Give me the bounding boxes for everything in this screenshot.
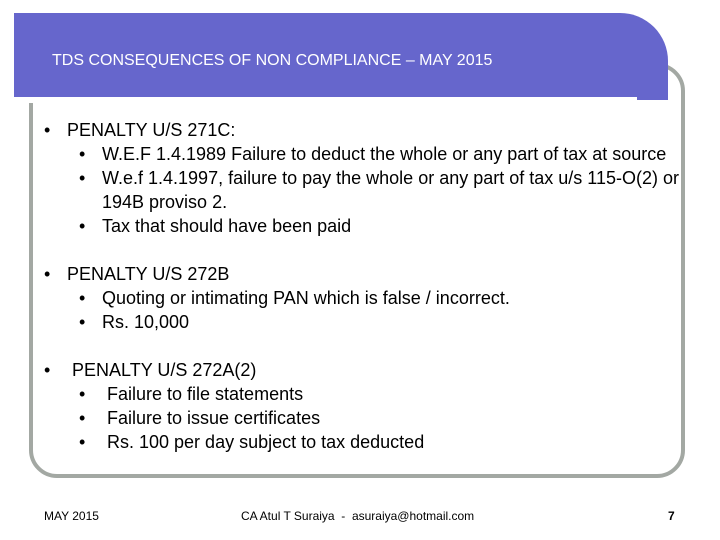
section-heading xyxy=(42,262,682,286)
heading-text: PENALTY U/S 271C: xyxy=(67,120,236,140)
bullet-icon: • xyxy=(79,408,86,428)
list-item xyxy=(42,142,682,166)
bullet-icon: • xyxy=(44,264,51,284)
list-item xyxy=(42,310,682,334)
heading-text: PENALTY U/S 272A(2) xyxy=(67,360,257,380)
list-item xyxy=(42,166,682,214)
list-item-text: Rs. 100 per day subject to tax deducted xyxy=(102,432,425,452)
section-heading xyxy=(42,118,682,142)
list-item-text: Failure to issue certificates xyxy=(102,408,321,428)
bullet-icon: • xyxy=(79,216,86,236)
slide-title: TDS CONSEQUENCES OF NON COMPLIANCE – MAY 2015 xyxy=(52,52,493,69)
section-spacer xyxy=(42,238,682,262)
list-item-text: W.e.f 1.4.1997, failure to pay the whole or any part of tax u/s 115-O(2) or 194B proviso 2. xyxy=(102,168,679,212)
footer-author: CA Atul T Suraiya - asuraiya@hotmail.com xyxy=(241,509,475,523)
section-heading xyxy=(42,358,682,382)
list-item-text: Failure to file statements xyxy=(102,384,304,404)
list-item xyxy=(42,286,682,310)
list-item-text: Quoting or intimating PAN which is false / incorrect. xyxy=(102,288,510,308)
bullet-icon: • xyxy=(79,384,86,404)
bullet-icon: • xyxy=(44,120,51,140)
bullet-icon: • xyxy=(79,288,86,308)
bullet-icon: • xyxy=(79,144,86,164)
list-item-text: Tax that should have been paid xyxy=(102,216,352,236)
bullet-icon: • xyxy=(79,432,86,452)
list-item xyxy=(42,382,682,406)
bullet-icon: • xyxy=(44,360,51,380)
list-item xyxy=(42,406,682,430)
heading-text: PENALTY U/S 272B xyxy=(67,264,230,284)
page-number: 7 xyxy=(668,509,675,523)
header-underline xyxy=(14,97,637,103)
header-banner xyxy=(14,13,668,100)
footer-date: MAY 2015 xyxy=(44,509,99,523)
slide-body xyxy=(42,118,682,454)
list-item-text: W.E.F 1.4.1989 Failure to deduct the whole or any part of tax at source xyxy=(102,144,667,164)
list-item xyxy=(42,430,682,454)
list-item xyxy=(42,214,682,238)
section-spacer xyxy=(42,334,682,358)
bullet-icon: • xyxy=(79,168,86,188)
list-item-text: Rs. 10,000 xyxy=(102,312,190,332)
bullet-icon: • xyxy=(79,312,86,332)
